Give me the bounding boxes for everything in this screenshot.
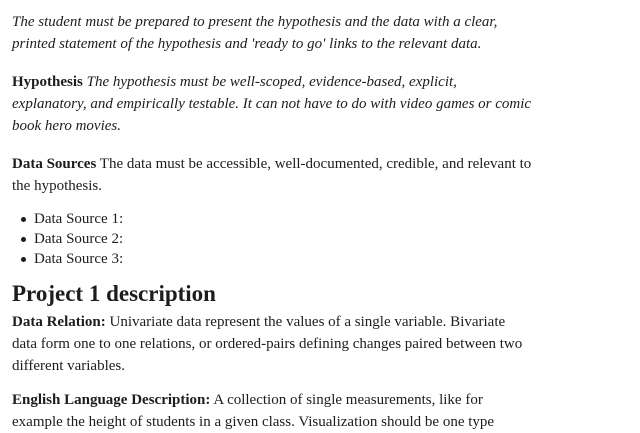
data-relation-label: Data Relation:: [12, 314, 106, 330]
data-relation-paragraph: [12, 311, 532, 377]
intro-paragraph: The student must be prepared to present the hypothesis and the data with a clear, printed statement of the hypothesis and 'ready to go' links to the relevant data.: [12, 14, 498, 52]
english-description-paragraph: [12, 389, 532, 433]
list-item: Data Source 2:: [34, 229, 532, 249]
list-item: Data Source 3:: [34, 249, 532, 269]
hypothesis-paragraph: [12, 71, 532, 137]
english-description-text: A collection of single measurements, like for example the height of students in a given class. Visualization should be one type: [12, 392, 495, 430]
project-heading: Project 1 description: [12, 281, 216, 306]
list-item: Data Source 1:: [34, 209, 532, 229]
data-sources-list: [12, 209, 532, 269]
english-description-label: English Language Description:: [12, 392, 211, 408]
data-relation-text: Univariate data represent the values of a single variable. Bivariate data form one to one relations, or ordered-pairs defining changes paired between two different variables.: [12, 314, 523, 374]
hypothesis-text: The hypothesis must be well-scoped, evidence-based, explicit, explanatory, and empirically testable. It can not have to do with video games or comic book hero movies.: [12, 74, 532, 134]
data-sources-text: The data must be accessible, well-documented, credible, and relevant to the hypothesis.: [12, 156, 532, 194]
hypothesis-label: Hypothesis: [12, 74, 83, 90]
data-sources-paragraph: [12, 153, 532, 197]
document-content: [12, 8, 532, 433]
data-sources-label: Data Sources: [12, 156, 97, 172]
